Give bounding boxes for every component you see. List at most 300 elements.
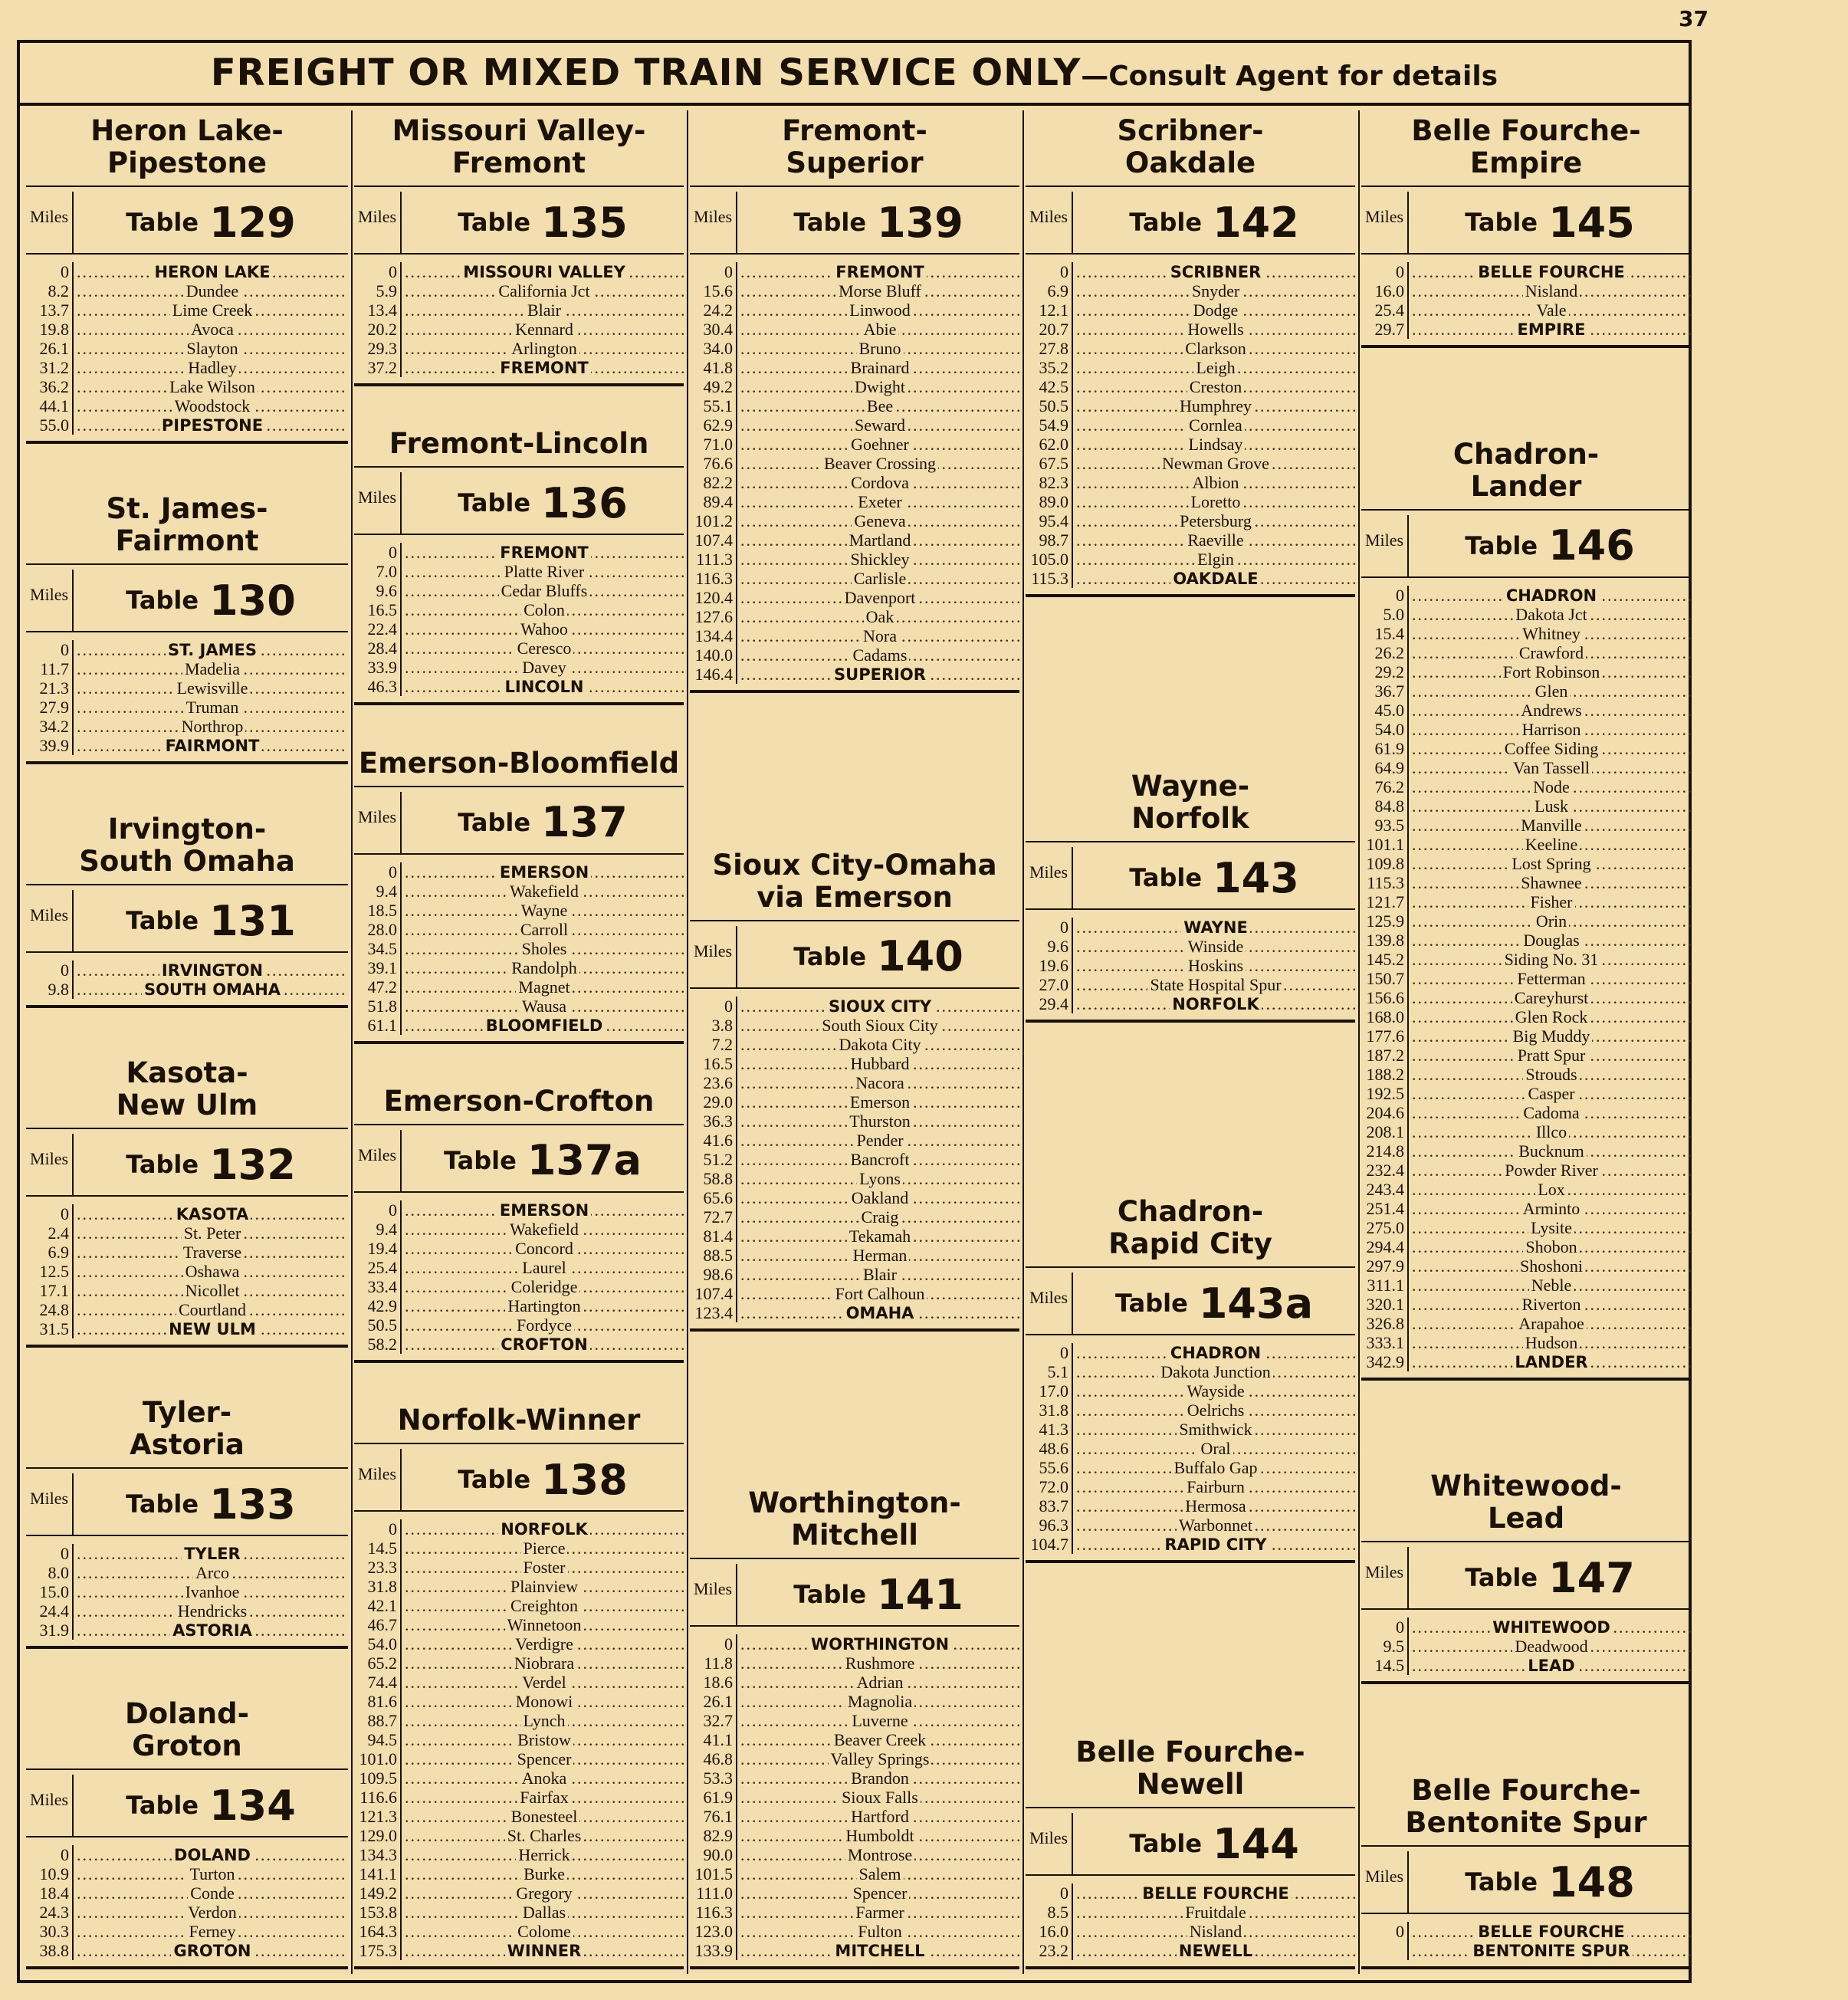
mileage-value: 15.6 bbox=[703, 281, 733, 300]
station-name: Oral bbox=[1198, 1439, 1233, 1458]
mileage-value: 61.9 bbox=[1374, 738, 1404, 758]
station-row bbox=[740, 320, 1019, 339]
route-title-line: Sioux City-Omaha bbox=[712, 848, 997, 882]
mileage-value: 0 bbox=[1396, 585, 1404, 605]
station-name: PIPESTONE bbox=[159, 416, 265, 435]
table-name bbox=[1409, 1547, 1691, 1608]
station-name: Fisher bbox=[1528, 892, 1575, 911]
mileage-value: 90.0 bbox=[703, 1845, 733, 1864]
mileage-value: 42.5 bbox=[1039, 377, 1068, 396]
table-word: Table bbox=[1129, 863, 1203, 892]
route-title bbox=[1361, 1770, 1691, 1847]
station-name: Pratt Spur bbox=[1515, 1046, 1588, 1065]
station-row bbox=[1076, 473, 1355, 492]
mileage-value: 311.1 bbox=[1367, 1275, 1404, 1295]
table-number: 137 bbox=[541, 798, 628, 846]
station-rows bbox=[354, 535, 684, 696]
station-row bbox=[405, 1749, 684, 1768]
station-name: Lox bbox=[1535, 1180, 1567, 1199]
miles-column bbox=[26, 1204, 74, 1338]
timetable-panel-133 bbox=[26, 1392, 348, 1649]
station-rows bbox=[26, 632, 348, 755]
station-name: Winside bbox=[1186, 937, 1246, 956]
miles-column bbox=[1026, 1343, 1073, 1554]
mileage-value: 36.2 bbox=[39, 377, 69, 396]
station-row bbox=[405, 958, 684, 977]
mileage-value: 23.2 bbox=[1039, 1941, 1068, 1960]
mileage-value: 0 bbox=[389, 262, 397, 281]
route-title bbox=[690, 845, 1019, 921]
route-title-line: Lead bbox=[1487, 1502, 1565, 1535]
mileage-value: 46.7 bbox=[367, 1615, 397, 1634]
station-row bbox=[405, 300, 684, 320]
station-row bbox=[740, 1246, 1019, 1265]
station-name: KASOTA bbox=[174, 1205, 251, 1223]
station-row bbox=[1076, 1496, 1355, 1516]
station-row bbox=[77, 262, 348, 281]
station-rows bbox=[354, 255, 684, 377]
mileage-value: 10.9 bbox=[39, 1864, 69, 1883]
station-rows bbox=[26, 1197, 348, 1338]
station-row bbox=[77, 678, 348, 698]
station-row bbox=[1412, 1922, 1691, 1941]
station-name: Keeline bbox=[1523, 835, 1580, 854]
station-row bbox=[77, 1582, 348, 1601]
mileage-value: 16.5 bbox=[703, 1053, 733, 1073]
station-row bbox=[405, 1788, 684, 1807]
mileage-value: 19.6 bbox=[1039, 956, 1068, 975]
station-name: Lusk bbox=[1532, 796, 1571, 816]
route-title bbox=[354, 110, 684, 187]
station-name: Slayton bbox=[184, 339, 240, 358]
station-name: Ceresco bbox=[515, 639, 574, 658]
table-header bbox=[26, 570, 348, 632]
table-number: 139 bbox=[877, 198, 963, 247]
table-word: Table bbox=[458, 807, 531, 837]
timetable-panel-147 bbox=[1361, 1466, 1691, 1684]
mileage-value: 24.2 bbox=[703, 300, 733, 320]
station-row bbox=[1412, 643, 1691, 662]
station-row bbox=[405, 1558, 684, 1577]
station-row bbox=[740, 1303, 1019, 1322]
station-name: Abie bbox=[862, 320, 899, 339]
station-name: Pender bbox=[854, 1131, 905, 1150]
station-row bbox=[77, 1903, 348, 1922]
station-name: Morse Bluff bbox=[836, 281, 924, 300]
mileage-value: 0 bbox=[61, 1204, 69, 1223]
mileage-value: 0 bbox=[61, 961, 69, 980]
mileage-value: 31.2 bbox=[39, 358, 69, 377]
miles-label: Miles bbox=[1026, 847, 1073, 908]
mileage-value: 41.6 bbox=[703, 1130, 733, 1150]
mileage-value: 26.1 bbox=[703, 1692, 733, 1711]
table-word: Table bbox=[793, 1580, 867, 1609]
mileage-value: 0 bbox=[1060, 918, 1068, 937]
column-divider bbox=[1022, 110, 1024, 1974]
station-name: Farmer bbox=[853, 1903, 907, 1922]
station-name: SIOUX CITY bbox=[826, 997, 934, 1016]
station-row bbox=[740, 435, 1019, 454]
station-row bbox=[77, 1563, 348, 1582]
station-rows bbox=[1026, 1876, 1355, 1960]
mileage-value: 146.4 bbox=[694, 665, 733, 684]
station-name: Deadwood bbox=[1512, 1637, 1590, 1656]
table-word: Table bbox=[793, 941, 867, 971]
mileage-value: 123.4 bbox=[694, 1302, 733, 1322]
station-row bbox=[405, 639, 684, 658]
mileage-value: 0 bbox=[1060, 262, 1068, 281]
mileage-value: 7.0 bbox=[376, 562, 397, 582]
mileage-value: 46.8 bbox=[703, 1749, 733, 1768]
table-name bbox=[402, 472, 684, 534]
station-name: Colome bbox=[515, 1922, 573, 1941]
station-name: Magnet bbox=[516, 977, 572, 997]
station-row bbox=[1412, 300, 1691, 320]
station-name: Fairburn bbox=[1184, 1477, 1247, 1496]
station-name: Hartington bbox=[505, 1296, 583, 1315]
mileage-value: 8.0 bbox=[48, 1563, 69, 1582]
route-title bbox=[690, 1483, 1019, 1559]
station-name: Coffee Siding bbox=[1502, 739, 1600, 758]
station-row bbox=[740, 1073, 1019, 1092]
station-name: Snyder bbox=[1190, 281, 1242, 300]
station-name: Elgin bbox=[1195, 550, 1236, 569]
column-divider bbox=[351, 110, 353, 1974]
station-row bbox=[1076, 511, 1355, 530]
station-name: Gregory bbox=[514, 1883, 574, 1903]
station-row bbox=[1412, 892, 1691, 911]
station-row bbox=[1412, 1218, 1691, 1237]
table-name bbox=[74, 1134, 348, 1195]
mileage-value: 98.7 bbox=[1039, 530, 1068, 550]
station-name: Cornlea bbox=[1187, 415, 1245, 435]
station-row bbox=[405, 1807, 684, 1826]
station-name: Lewisville bbox=[175, 678, 251, 698]
panel-spacer bbox=[1026, 1568, 1355, 1732]
station-name: Verdon bbox=[185, 1903, 239, 1922]
mileage-value: 192.5 bbox=[1366, 1083, 1404, 1103]
page-header bbox=[20, 43, 1689, 106]
station-row bbox=[405, 939, 684, 958]
mileage-value: 141.1 bbox=[359, 1864, 397, 1883]
mileage-value: 115.3 bbox=[1031, 569, 1068, 588]
station-name: Strouds bbox=[1523, 1065, 1579, 1084]
mileage-value: 19.8 bbox=[39, 320, 69, 339]
route-title-line: Belle Fourche- bbox=[1411, 1774, 1641, 1808]
panel-spacer bbox=[690, 1336, 1019, 1483]
station-row bbox=[77, 339, 348, 358]
station-name: Wayside bbox=[1184, 1381, 1246, 1401]
route-title-line: via Emerson bbox=[757, 880, 953, 914]
station-row bbox=[740, 1112, 1019, 1131]
miles-column bbox=[1026, 1883, 1073, 1960]
mileage-value: 14.5 bbox=[367, 1539, 397, 1558]
mileage-value: 41.1 bbox=[703, 1730, 733, 1749]
station-row bbox=[1412, 281, 1691, 300]
station-name: Van Tassell bbox=[1511, 758, 1592, 777]
mileage-value: 31.9 bbox=[39, 1621, 69, 1640]
station-name: Linwood bbox=[847, 300, 912, 320]
route-title-line: Fremont-Lincoln bbox=[389, 427, 649, 461]
mileage-value: 5.9 bbox=[376, 281, 397, 300]
station-name: Carlisle bbox=[852, 569, 908, 588]
miles-column bbox=[26, 262, 74, 435]
table-word: Table bbox=[443, 1145, 517, 1175]
station-row bbox=[740, 1692, 1019, 1711]
station-name: Casper bbox=[1525, 1084, 1577, 1103]
station-row bbox=[1076, 530, 1355, 550]
stations-column bbox=[1409, 586, 1691, 1371]
mileage-value: 33.4 bbox=[367, 1276, 397, 1296]
table-number: 143 bbox=[1213, 853, 1299, 902]
station-name: EMPIRE bbox=[1515, 320, 1588, 339]
miles-label: Miles bbox=[1026, 1813, 1073, 1874]
stations-column bbox=[737, 997, 1019, 1322]
station-row bbox=[405, 581, 684, 600]
station-row bbox=[77, 396, 348, 415]
mileage-value: 47.2 bbox=[367, 977, 397, 997]
route-title bbox=[26, 1053, 348, 1129]
mileage-value: 187.2 bbox=[1366, 1045, 1404, 1065]
table-header bbox=[354, 1449, 684, 1512]
station-name: Seward bbox=[852, 415, 908, 435]
route-title-line: Fairmont bbox=[115, 524, 259, 557]
route-title bbox=[1026, 1732, 1355, 1808]
route-title-line: Rapid City bbox=[1108, 1227, 1272, 1260]
station-row bbox=[1076, 1883, 1355, 1903]
mileage-value: 12.5 bbox=[39, 1262, 69, 1281]
station-name: Cedar Bluffs bbox=[499, 581, 590, 600]
mileage-value: 20.7 bbox=[1039, 320, 1068, 339]
mileage-value: 29.2 bbox=[1374, 662, 1404, 681]
station-row bbox=[740, 1845, 1019, 1864]
column-4 bbox=[1026, 110, 1355, 1974]
station-row bbox=[405, 677, 684, 696]
mileage-value: 101.0 bbox=[359, 1749, 397, 1768]
station-name: Wahoo bbox=[518, 619, 570, 639]
stations-column bbox=[1073, 1883, 1355, 1960]
station-name: Brainard bbox=[849, 358, 912, 377]
station-name: Leigh bbox=[1193, 358, 1237, 377]
station-row bbox=[1412, 662, 1691, 681]
mileage-value: 39.9 bbox=[39, 736, 69, 755]
station-name: Wakefield bbox=[507, 882, 581, 901]
route-title bbox=[26, 809, 348, 885]
station-row bbox=[1076, 1922, 1355, 1941]
station-row bbox=[1412, 605, 1691, 624]
station-row bbox=[740, 1207, 1019, 1227]
miles-column bbox=[26, 640, 74, 755]
mileage-value: 168.0 bbox=[1366, 1007, 1404, 1026]
table-header bbox=[26, 890, 348, 953]
mileage-value: 26.2 bbox=[1374, 642, 1404, 662]
station-row bbox=[405, 1277, 684, 1296]
mileage-value: 0 bbox=[61, 640, 69, 659]
mileage-value: 83.7 bbox=[1039, 1496, 1068, 1516]
station-name: TYLER bbox=[182, 1545, 242, 1563]
station-row bbox=[1076, 339, 1355, 358]
route-title bbox=[1026, 110, 1355, 187]
mileage-value: 116.6 bbox=[359, 1788, 397, 1807]
station-row bbox=[740, 1284, 1019, 1303]
stations-column bbox=[737, 262, 1019, 684]
station-name: Bucknum bbox=[1516, 1141, 1587, 1161]
station-row bbox=[1076, 262, 1355, 281]
table-number: 140 bbox=[877, 932, 963, 980]
mileage-value: 101.2 bbox=[694, 511, 733, 530]
station-row bbox=[1412, 777, 1691, 796]
station-row bbox=[740, 1131, 1019, 1150]
panel-spacer bbox=[26, 1654, 348, 1693]
mileage-value: 65.2 bbox=[367, 1654, 397, 1673]
station-name: Concord bbox=[513, 1239, 576, 1258]
station-name: Lyons bbox=[857, 1169, 903, 1188]
route-title-line: Bentonite Spur bbox=[1405, 1806, 1647, 1840]
mileage-value bbox=[1361, 1941, 1404, 1960]
panel-spacer bbox=[26, 1352, 348, 1392]
station-row bbox=[740, 358, 1019, 377]
table-word: Table bbox=[126, 586, 199, 615]
mileage-value: 294.4 bbox=[1366, 1236, 1404, 1256]
mileage-value: 17.1 bbox=[39, 1281, 69, 1300]
station-name: Kennard bbox=[513, 320, 576, 339]
station-name: Burke bbox=[521, 1864, 567, 1883]
route-title-line: Mitchell bbox=[791, 1519, 918, 1552]
station-row bbox=[1076, 435, 1355, 454]
station-name: Dakota Junction bbox=[1158, 1362, 1273, 1381]
station-rows bbox=[690, 989, 1019, 1322]
table-name bbox=[1409, 1851, 1691, 1913]
station-name: Dallas bbox=[520, 1903, 568, 1922]
station-name: Cordova bbox=[849, 473, 911, 492]
route-title-line: Doland- bbox=[125, 1697, 249, 1730]
route-title bbox=[26, 110, 348, 187]
miles-column bbox=[354, 1200, 402, 1354]
station-row bbox=[1076, 1903, 1355, 1922]
station-rows bbox=[354, 1193, 684, 1354]
mileage-value: 9.6 bbox=[376, 581, 397, 601]
mileage-value: 27.0 bbox=[1039, 975, 1068, 994]
station-name: CROFTON bbox=[498, 1335, 590, 1354]
station-row bbox=[1076, 415, 1355, 435]
mileage-value: 9.6 bbox=[1047, 937, 1068, 956]
station-name: Fetterman bbox=[1515, 969, 1587, 988]
timetable-panel-146 bbox=[1361, 434, 1691, 1381]
mileage-value: 32.7 bbox=[703, 1711, 733, 1730]
station-name: Buffalo Gap bbox=[1172, 1458, 1260, 1477]
station-name: Brandon bbox=[849, 1768, 911, 1788]
station-row bbox=[77, 659, 348, 678]
mileage-value: 54.0 bbox=[1374, 719, 1404, 739]
table-header bbox=[1361, 192, 1691, 255]
station-name: Woodstock bbox=[172, 396, 252, 415]
miles-label: Miles bbox=[1026, 1273, 1073, 1334]
route-title-line: Pipestone bbox=[107, 146, 267, 179]
station-row bbox=[740, 1941, 1019, 1960]
mileage-value: 116.3 bbox=[695, 1903, 733, 1922]
mileage-value: 29.4 bbox=[1039, 994, 1068, 1013]
station-row bbox=[1412, 1084, 1691, 1103]
route-title bbox=[1026, 766, 1355, 842]
route-title-line: Norfolk-Winner bbox=[397, 1404, 641, 1437]
station-rows bbox=[1361, 578, 1691, 1371]
table-name bbox=[1073, 192, 1355, 253]
station-name: Shawnee bbox=[1518, 873, 1584, 892]
mileage-value: 107.4 bbox=[694, 1283, 733, 1303]
station-row bbox=[1076, 1381, 1355, 1401]
timetable-panel-131 bbox=[26, 809, 348, 1008]
station-row bbox=[77, 980, 348, 999]
station-row bbox=[740, 281, 1019, 300]
station-name: Petersburg bbox=[1177, 511, 1254, 530]
station-row bbox=[740, 1035, 1019, 1054]
station-name: Fort Calhoun bbox=[833, 1284, 927, 1303]
station-name: Truman bbox=[184, 698, 241, 717]
station-name: MITCHELL bbox=[832, 1942, 927, 1960]
station-name: Siding No. 31 bbox=[1502, 950, 1601, 969]
station-row bbox=[740, 262, 1019, 281]
mileage-value: 15.0 bbox=[39, 1582, 69, 1601]
mileage-value: 123.0 bbox=[694, 1922, 733, 1941]
station-name: Humboldt bbox=[843, 1826, 916, 1845]
station-name: St. Peter bbox=[182, 1223, 244, 1243]
station-rows bbox=[1026, 910, 1355, 1013]
station-row bbox=[405, 862, 684, 882]
table-header bbox=[1361, 1547, 1691, 1610]
station-rows bbox=[26, 255, 348, 435]
station-name: Arminto bbox=[1521, 1199, 1583, 1218]
station-name: IRVINGTON bbox=[159, 961, 265, 980]
mileage-value: 0 bbox=[1060, 1883, 1068, 1903]
table-number: 147 bbox=[1548, 1553, 1635, 1602]
mileage-value: 36.3 bbox=[703, 1111, 733, 1131]
station-row bbox=[1076, 1941, 1355, 1960]
station-name: Carroll bbox=[518, 920, 570, 939]
route-title-line: Chadron- bbox=[1452, 437, 1600, 471]
station-row bbox=[1412, 1026, 1691, 1046]
timetable-panel-141 bbox=[690, 1483, 1019, 1969]
station-row bbox=[1412, 320, 1691, 339]
mileage-value: 149.2 bbox=[359, 1883, 397, 1903]
route-title bbox=[690, 110, 1019, 187]
station-name: Dodge bbox=[1191, 300, 1241, 320]
station-name: Northrop bbox=[179, 717, 246, 736]
station-name: FREMONT bbox=[497, 544, 591, 562]
station-name: FREMONT bbox=[497, 359, 591, 377]
station-row bbox=[77, 320, 348, 339]
mileage-value: 0 bbox=[389, 543, 397, 563]
station-rows bbox=[690, 1627, 1019, 1960]
stations-column bbox=[74, 961, 348, 999]
mileage-value: 14.5 bbox=[1374, 1656, 1404, 1676]
route-title-line: Scribner- bbox=[1117, 114, 1264, 147]
mileage-value: 109.8 bbox=[1366, 853, 1404, 873]
mileage-value: 50.5 bbox=[367, 1315, 397, 1335]
station-name: Colon bbox=[521, 600, 567, 619]
station-name: Bonesteel bbox=[509, 1807, 580, 1826]
route-title bbox=[1361, 434, 1691, 511]
stations-column bbox=[402, 862, 684, 1035]
station-row bbox=[1412, 758, 1691, 777]
panel-spacer bbox=[1026, 1027, 1355, 1191]
mileage-value: 6.9 bbox=[1047, 281, 1068, 300]
station-name: Hoskins bbox=[1186, 956, 1246, 975]
station-row bbox=[405, 1016, 684, 1035]
table-number: 144 bbox=[1213, 1819, 1299, 1868]
station-rows bbox=[354, 855, 684, 1035]
station-name: Craig bbox=[859, 1207, 901, 1227]
station-row bbox=[740, 1864, 1019, 1883]
